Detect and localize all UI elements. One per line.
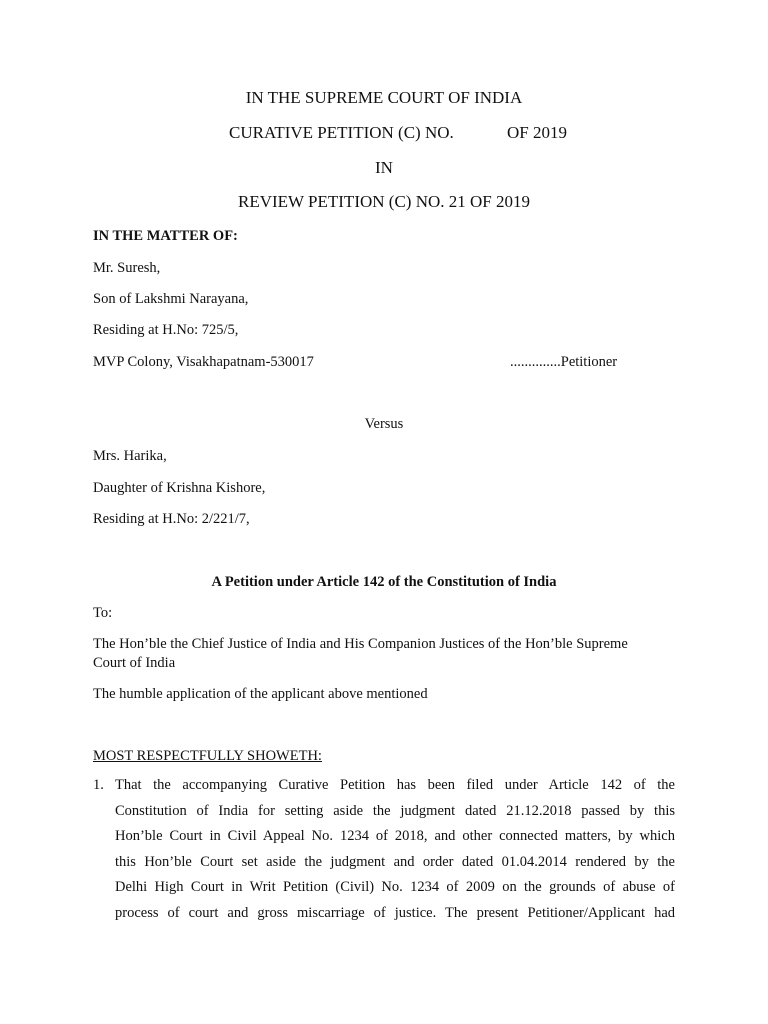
paragraph-line: this Hon’ble Court set aside the judgment and order dated 01.04.2014 rendered by the [115, 853, 675, 870]
addressee-line-1: The Hon’ble the Chief Justice of India and His Companion Justices of the Hon’ble Supreme [93, 636, 628, 652]
addressee-line-2: Court of India [93, 655, 176, 671]
in-connector: IN [375, 158, 393, 177]
showeth-heading: MOST RESPECTFULLY SHOWETH: [93, 748, 322, 764]
matter-heading: IN THE MATTER OF: [93, 228, 238, 244]
versus-label: Versus [364, 416, 404, 432]
curative-petition-number: CURATIVE PETITION (C) NO. [229, 123, 454, 142]
court-title: IN THE SUPREME COURT OF INDIA [245, 88, 523, 107]
petitioner-address-2: MVP Colony, Visakhapatnam-530017 [93, 354, 314, 370]
paragraph-line: process of court and gross miscarriage of justice. The present Petitioner/Applicant had [115, 904, 675, 921]
paragraph-line: That the accompanying Curative Petition has been filed under Article 142 of the [115, 777, 675, 793]
respondent-parentage: Daughter of Krishna Kishore, [93, 480, 266, 496]
respondent-name: Mrs. Harika, [93, 448, 167, 464]
petitioner-label: ..............Petitioner [510, 354, 618, 370]
petitioner-address-1: Residing at H.No: 725/5, [93, 322, 239, 338]
paragraph-body [115, 777, 675, 931]
petitioner-name: Mr. Suresh, [93, 260, 161, 276]
humble-application: The humble application of the applicant above mentioned [93, 686, 428, 702]
paragraph-number: 1. [93, 777, 104, 793]
petitioner-parentage: Son of Lakshmi Narayana, [93, 291, 249, 307]
respondent-address: Residing at H.No: 2/221/7, [93, 511, 250, 527]
petition-title: A Petition under Article 142 of the Constitution of India [211, 574, 557, 590]
paragraph-line: Constitution of India for setting aside the judgment dated 21.12.2018 passed by this [115, 802, 675, 819]
review-petition-title: REVIEW PETITION (C) NO. 21 OF 2019 [238, 192, 530, 211]
curative-petition-year: OF 2019 [507, 123, 567, 142]
paragraph-line: Delhi High Court in Writ Petition (Civil) No. 1234 of 2009 on the grounds of abuse of [115, 879, 675, 896]
to-label: To: [93, 605, 113, 621]
paragraph-line: Hon’ble Court in Civil Appeal No. 1234 of 2018, and other connected matters, by which [115, 828, 675, 845]
